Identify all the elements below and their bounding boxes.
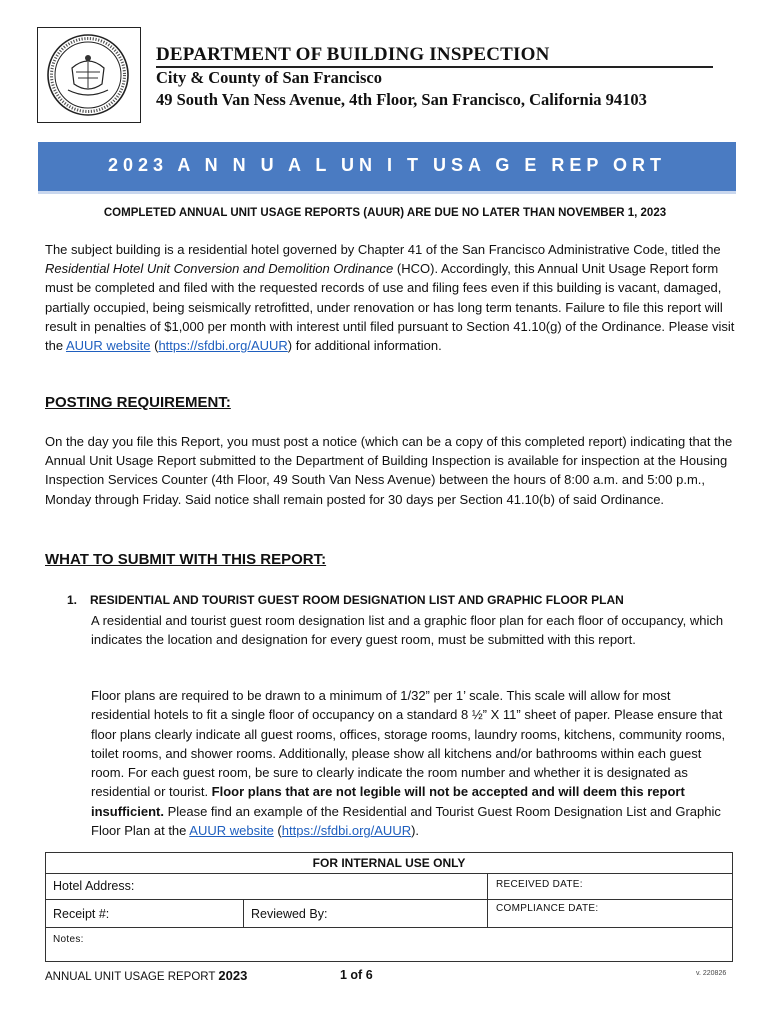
item-number: 1. [67, 593, 78, 607]
intro-text: ( [150, 338, 159, 354]
auur-website-link[interactable]: AUUR website [189, 823, 274, 839]
footer-title [45, 968, 247, 983]
hotel-address-field[interactable] [46, 874, 488, 900]
footer-title-text: ANNUAL UNIT USAGE REPORT [45, 971, 219, 983]
internal-use-title: FOR INTERNAL USE ONLY [46, 853, 732, 874]
floor-plan-requirements [91, 686, 731, 840]
page-number: 1 of 6 [340, 968, 373, 982]
intro-text: ) for additional information. [287, 338, 442, 354]
item-1-heading [67, 593, 624, 607]
posting-paragraph: On the day you file this Report, you must post a notice (which can be a copy of this completed report) indicating that the Annual Unit Usage Report submitted to the Department of Building Inspection is available for inspection at the Housing Inspection Services Counter (4th Floor, 49 South Van Ness Avenue) between the hours of 8:00 a.m. and 5:00 p.m., Monday through Friday. Said notice shall remain posted for 30 days per Section 41.10(b) of said Ordinance. [45, 434, 733, 507]
hotel-address-label: Hotel Address: [53, 879, 135, 893]
requirements-text: ( [273, 823, 282, 839]
report-title: 2023 A N N U A L UN I T USA G E REP ORT [107, 155, 667, 175]
compliance-date-field[interactable] [488, 900, 732, 928]
submit-heading: WHAT TO SUBMIT WITH THIS REPORT: [45, 551, 327, 568]
internal-use-box [45, 852, 733, 962]
ordinance-title: Residential Hotel Unit Conversion and Demolition Ordinance [45, 261, 394, 277]
version-label: v. 220826 [696, 970, 727, 977]
title-banner [38, 142, 736, 194]
reviewed-by-label: Reviewed By: [251, 907, 328, 921]
city-seal [37, 27, 141, 123]
legibility-warning: Floor plans that are not legible will not be accepted and will deem this report insufficient. [91, 784, 685, 819]
requirements-text: Floor plans are required to be drawn to a minimum of 1/32” per 1’ scale. This scale will allow for most residential hotels to fit a single floor of occupancy on a standard 8 ½” X 11” sheet of paper. Please ensure that floor plans clearly indicate all guest rooms, offices, storage rooms, laundry rooms, kitchens, community rooms, toilet rooms, and shower rooms. Additionally, please show all kitchens and/or bathrooms within each guest room. For each guest room, be sure to clearly indicate the room number and whether it is designated as residential or tourist. [91, 688, 726, 800]
seal-icon [38, 28, 139, 121]
item-1-description: A residential and tourist guest room designation list and a graphic floor plan for each floor of occupancy, which indicates the location and designation for every guest room, must be submitted with this report. [91, 613, 724, 648]
intro-paragraph [45, 240, 735, 355]
item-title: RESIDENTIAL AND TOURIST GUEST ROOM DESIGNATION LIST AND GRAPHIC FLOOR PLAN [90, 593, 624, 607]
requirements-text: ). [411, 823, 420, 839]
department-address: 49 South Van Ness Avenue, 4th Floor, San Francisco, California 94103 [156, 90, 647, 109]
posting-heading: POSTING REQUIREMENT: [45, 394, 231, 411]
notes-field[interactable] [46, 928, 732, 961]
footer-year: 2023 [218, 968, 248, 983]
auur-url-link[interactable]: https://sfdbi.org/AUUR [281, 823, 412, 839]
auur-url-link[interactable]: https://sfdbi.org/AUUR [158, 338, 288, 354]
requirements-text: Please find an example of the Residential and Tourist Guest Room Designation List and Graphic Floor Plan at the [91, 803, 721, 839]
intro-text: The subject building is a residential hotel governed by Chapter 41 of the San Francisco Administrative Code, titled the [45, 242, 721, 257]
received-date-field[interactable] [488, 874, 732, 900]
receipt-field[interactable] [46, 900, 244, 928]
auur-website-link[interactable]: AUUR website [65, 338, 151, 354]
department-name: DEPARTMENT OF BUILDING INSPECTION [156, 44, 550, 65]
notes-label: Notes: [53, 934, 84, 945]
reviewed-by-field[interactable] [244, 900, 488, 928]
city-name: City & County of San Francisco [156, 68, 382, 87]
receipt-label: Receipt #: [53, 907, 110, 921]
compliance-date-label: COMPLIANCE DATE: [496, 903, 599, 914]
intro-text: (HCO). Accordingly, this Annual Unit Usage Report form must be completed and filed with the requested records of use and filing fees even if this building is vacant, damaged, partially occupied, being seismically retrofitted, under renovation or has long term tenants. Failure to file this report will result in penalties of $1,000 per month with interest until filed pursuant to Section 41.10(g) of the Ordinance. Please visit the [45, 261, 735, 354]
received-date-label: RECEIVED DATE: [496, 879, 583, 890]
due-notice: COMPLETED ANNUAL UNIT USAGE REPORTS (AUUR) ARE DUE NO LATER THAN NOVEMBER 1, 2023 [103, 207, 667, 219]
